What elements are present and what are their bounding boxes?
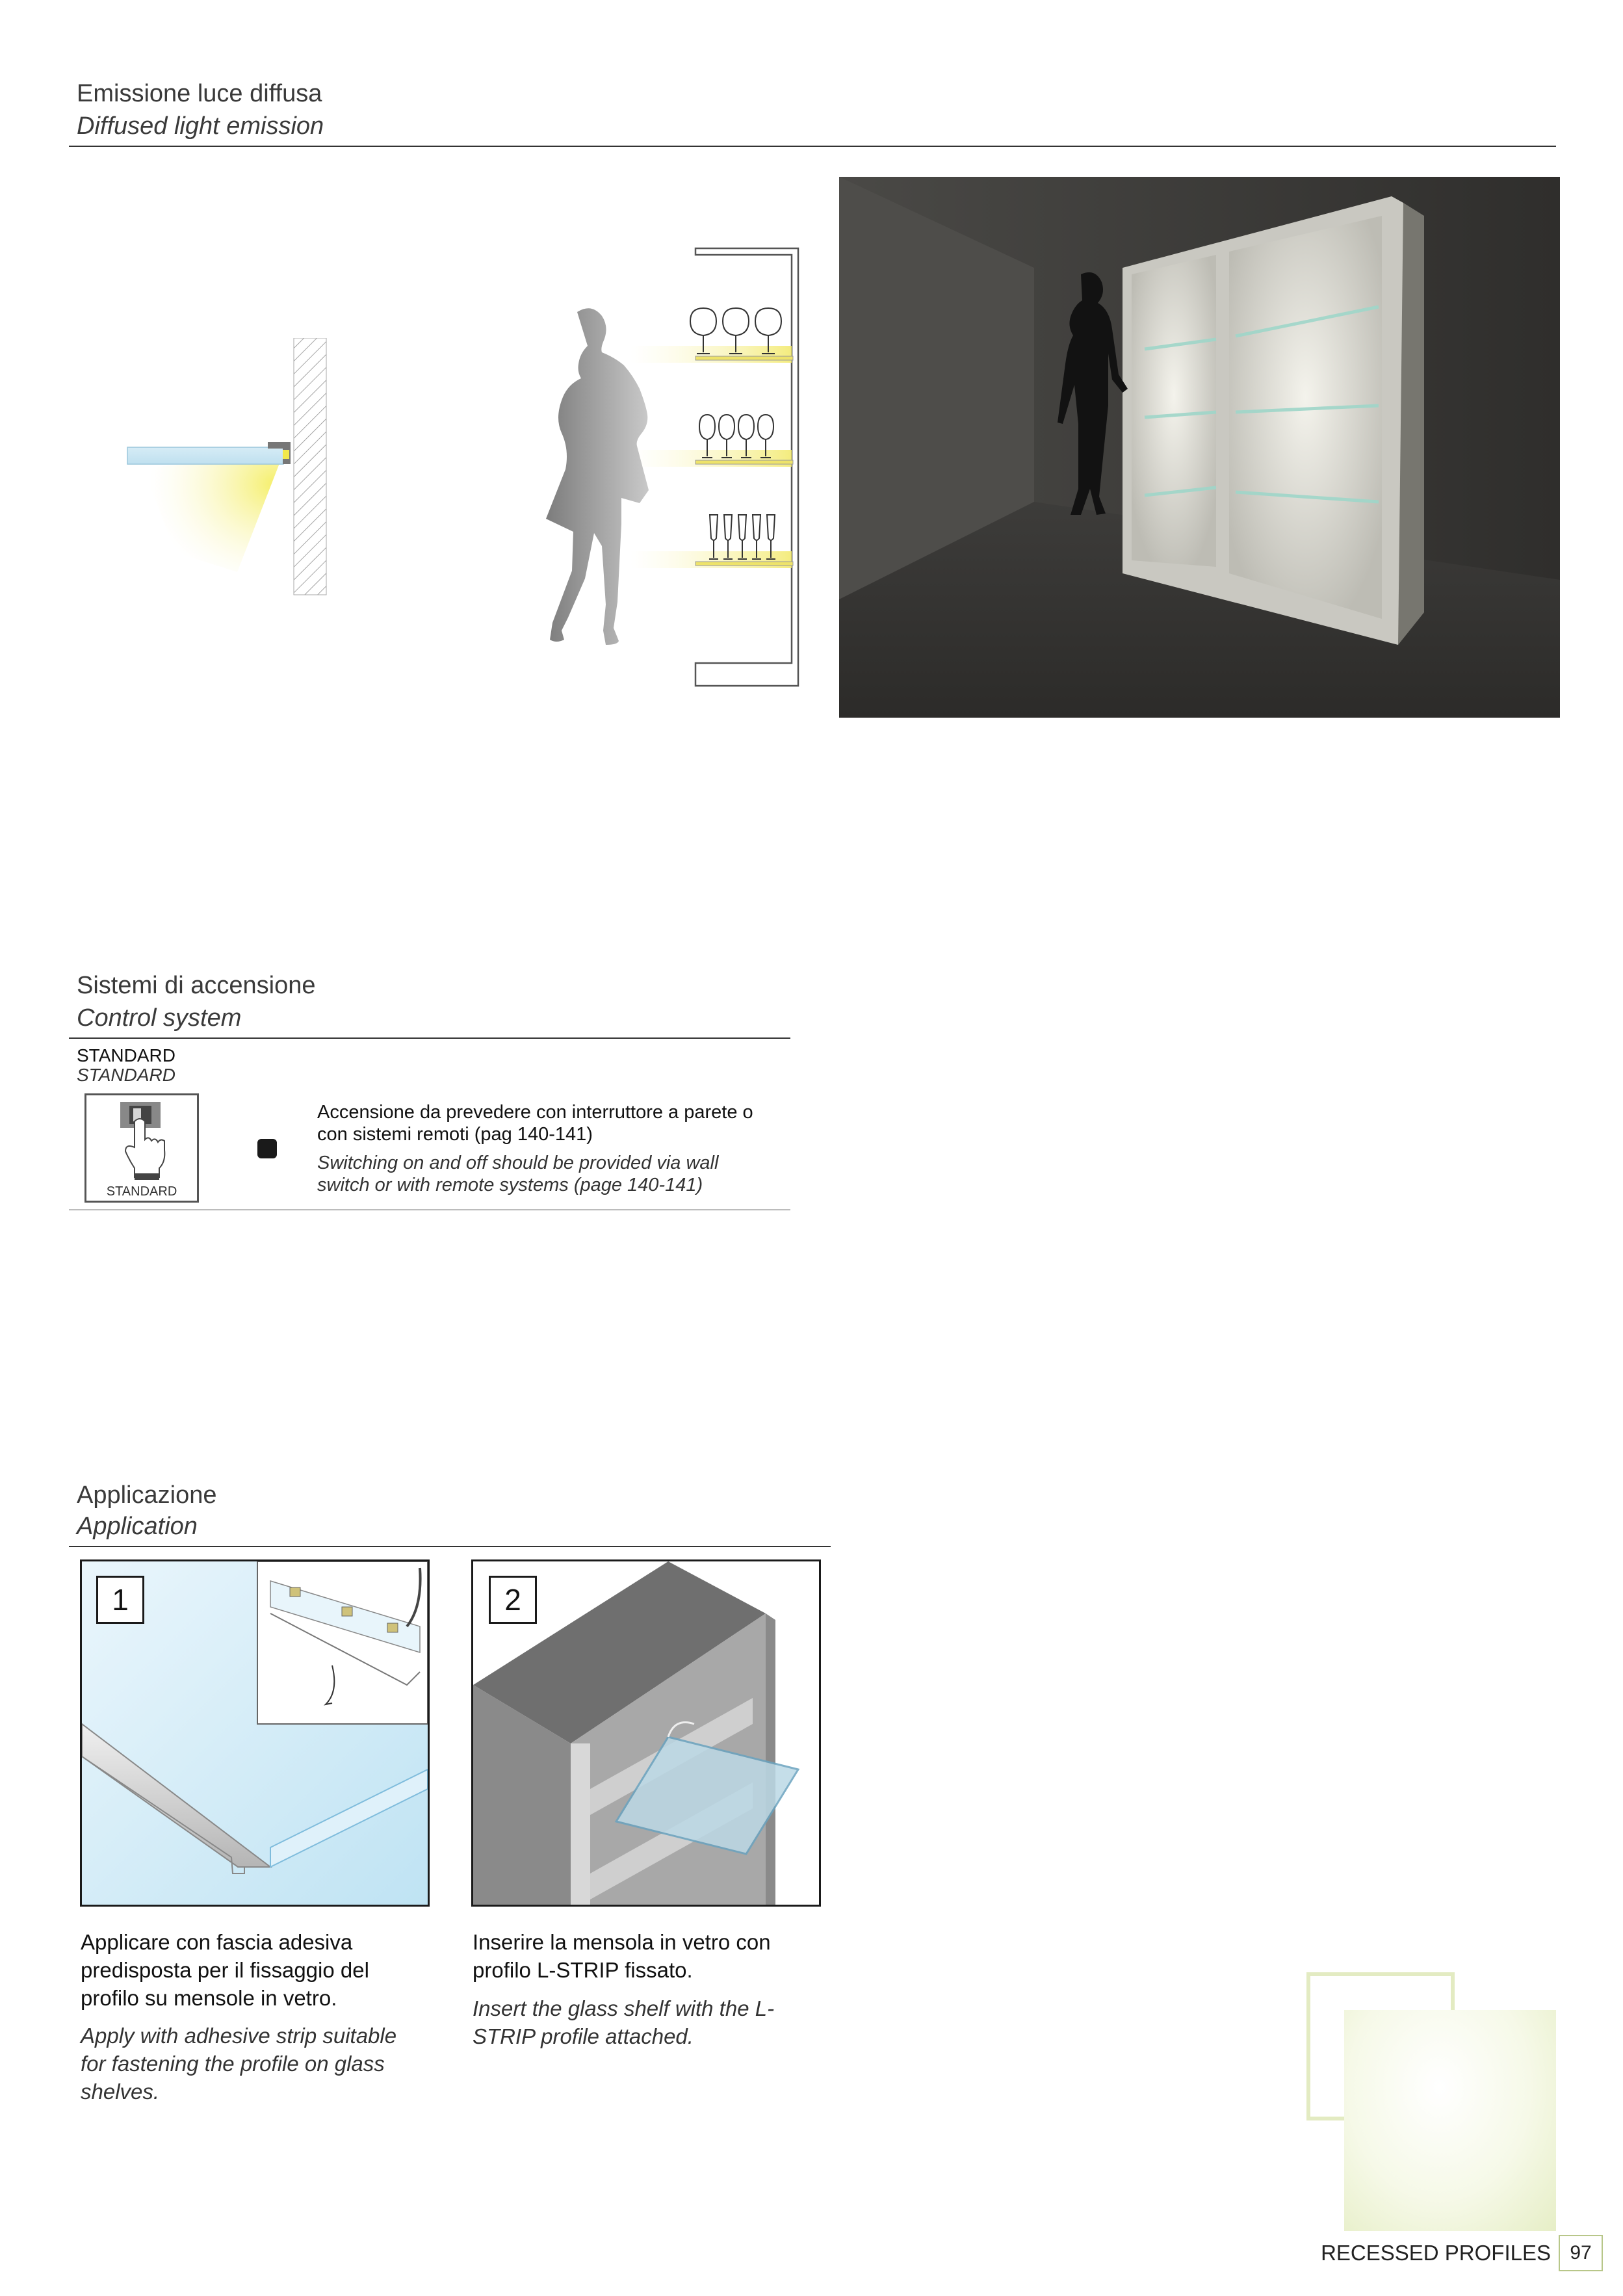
step-2-text-en: Insert the glass shelf with the L-STRIP profile attached. — [473, 1996, 775, 2048]
step-1-text-it: Applicare con fascia adesiva predisposta per il fissaggio del profilo su mensole in vetro. — [81, 1930, 369, 2010]
showcase-room-render — [839, 177, 1560, 718]
standard-switch-icon — [84, 1093, 199, 1203]
control-title-it: Sistemi di accensione — [77, 972, 316, 999]
step-1-number: 1 — [96, 1576, 144, 1624]
standard-label-en: STANDARD — [77, 1065, 175, 1085]
diffused-title-it: Emissione luce diffusa — [77, 80, 322, 107]
application-title-en: Application — [77, 1513, 198, 1540]
footer-section-label: RECESSED PROFILES — [1321, 2241, 1551, 2265]
diffused-title-en: Diffused light emission — [77, 112, 324, 140]
diffused-rule — [69, 146, 1556, 147]
step-2-text-it: Inserire la mensola in vetro con profilo L-STRIP fissato. — [473, 1930, 771, 1982]
decorative-frame-filled — [1344, 2010, 1556, 2231]
footer-page-number: 97 — [1559, 2235, 1603, 2271]
control-rule — [69, 1037, 790, 1039]
control-description-it: Accensione da prevedere con interruttore a parete o con sistemi remoti (pag 140-141) — [317, 1102, 753, 1145]
step-1-text-en: Apply with adhesive strip suitable for fastening the profile on glass shelves. — [81, 2024, 397, 2104]
control-description-en: Switching on and off should be provided via wall switch or with remote systems (page 140-141) — [317, 1153, 719, 1195]
light-emission-diagram — [123, 338, 344, 598]
standard-bullet — [257, 1139, 277, 1158]
control-bottom-rule — [69, 1209, 790, 1210]
application-title-it: Applicazione — [77, 1481, 217, 1509]
control-title-en: Control system — [77, 1004, 242, 1032]
standard-label-it: STANDARD — [77, 1045, 175, 1065]
standard-icon-label: STANDARD — [106, 1184, 177, 1199]
application-rule — [69, 1546, 831, 1547]
woman-silhouette-shelves-illustration — [481, 241, 806, 689]
step-2-number: 2 — [489, 1576, 537, 1624]
